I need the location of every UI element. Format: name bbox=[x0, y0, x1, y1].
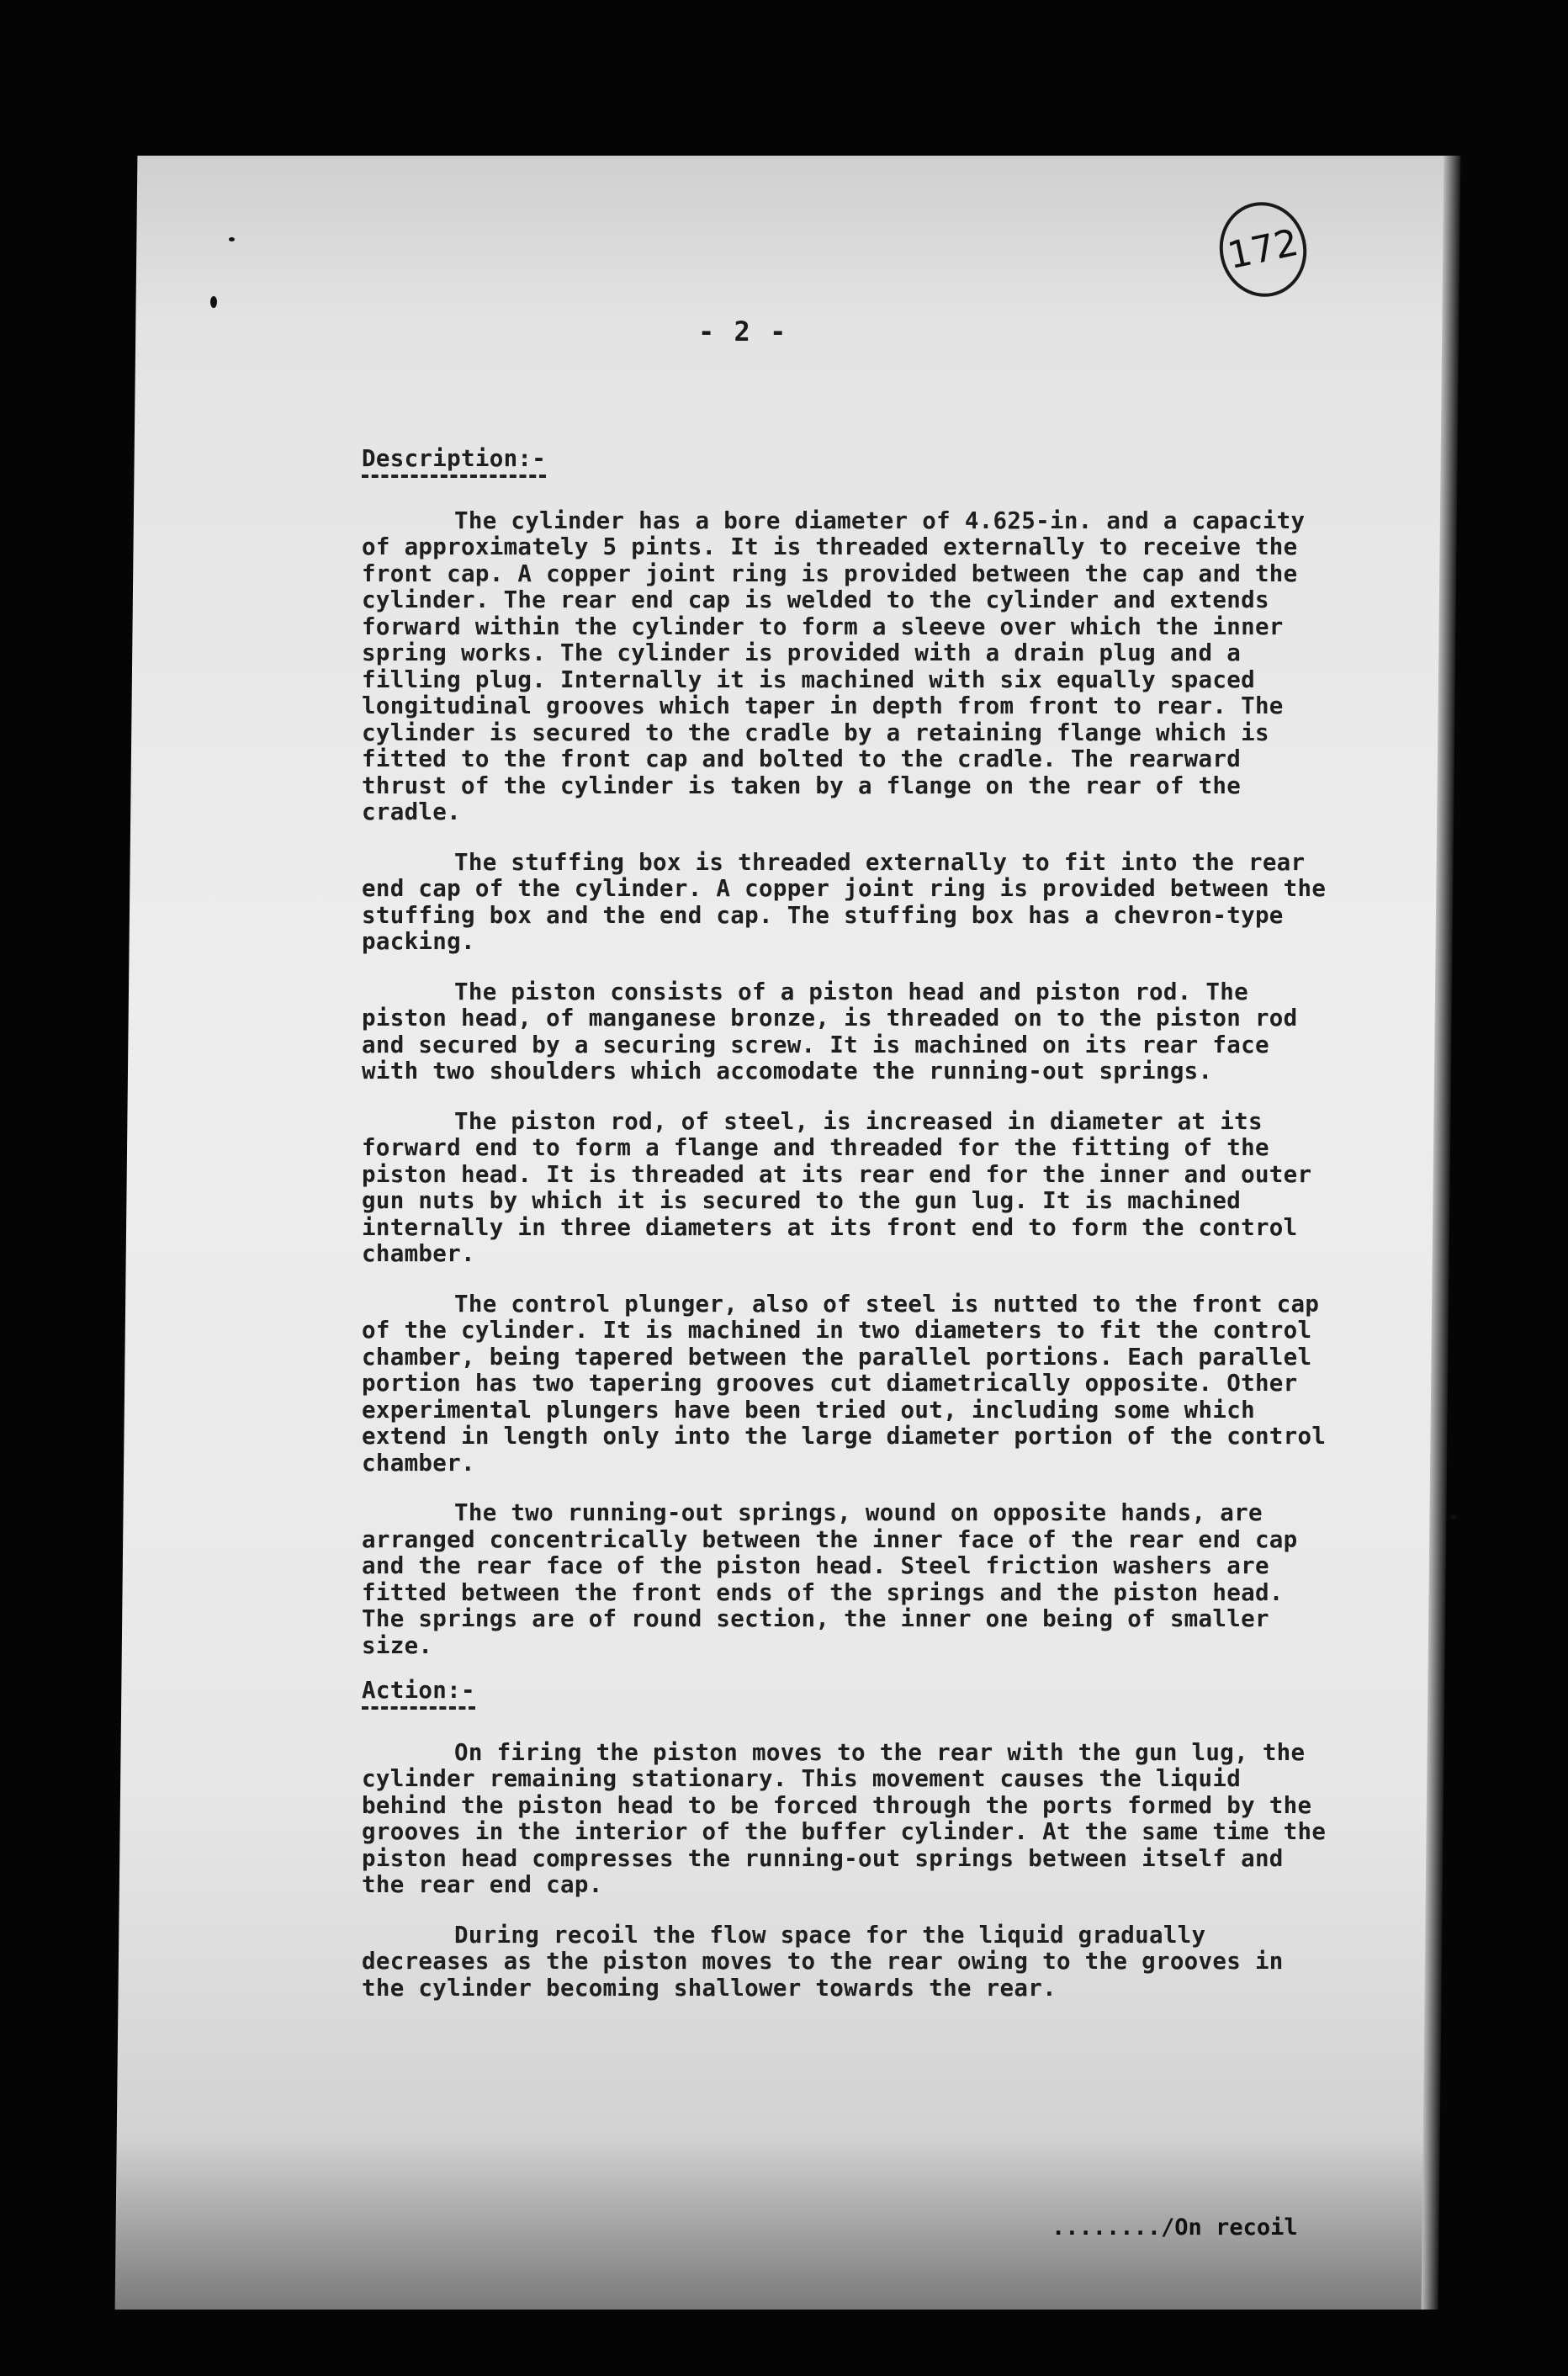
paragraph: The control plunger, also of steel is nutted to the front cap of the cylinder. It is machined in two diameters to fit the control chamber, being tapered between the parallel portions. Each parallel portion has two tapering grooves cut diametrically opposite. Other experimental plungers have been tried out, including some which extend in length only into the large diameter portion of the control chamber. bbox=[362, 1290, 1327, 1477]
paragraph: The piston consists of a piston head and piston rod. The piston head, of manganese bronze, is threaded on to the piston rod and secured by a securing screw. It is machined on its rear face with two shoulders which accomodate the running-out springs. bbox=[362, 978, 1298, 1085]
section-heading: Description:- bbox=[362, 446, 546, 478]
paragraph: During recoil the flow space for the liquid gradually decreases as the piston moves to the rear owing to the grooves in the cylinder becoming shallower towards the rear. bbox=[362, 1921, 1284, 2002]
section-description bbox=[362, 446, 1329, 1659]
paragraph: The stuffing box is threaded externally to fit into the rear end cap of the cylinder. A copper joint ring is provided between the stuffing box and the end cap. The stuffing box has a chevron-type packing. bbox=[362, 848, 1327, 955]
scan-speck bbox=[229, 237, 235, 241]
scan-speck bbox=[1451, 1514, 1456, 1519]
section-heading: Action:- bbox=[362, 1678, 475, 1710]
document-body bbox=[362, 446, 1329, 2025]
paragraph: On firing the piston moves to the rear with the gun lug, the cylinder remaining stationary. This movement causes the liquid behind the piston head to be forced through the ports formed by the grooves in the interior of the buffer cylinder. At the same time the piston head compresses the running-out springs between itself and the rear end cap. bbox=[362, 1738, 1327, 1898]
section-action bbox=[362, 1678, 1329, 2002]
page-edge bbox=[1422, 156, 1461, 2310]
scan-speck bbox=[210, 296, 217, 308]
paragraph: The piston rod, of steel, is increased in diameter at its forward end to form a flange and threaded for the fitting of the piston head. It is threaded at its rear end for the inner and outer gun nuts by which it is secured to the gun lug. It is machined internally in three diameters at its front end to form the control chamber. bbox=[362, 1107, 1312, 1267]
paragraph: The cylinder has a bore diameter of 4.625-in. and a capacity of approximately 5 pints. It is threaded externally to receive the front cap. A copper joint ring is provided between the cap and the cylinder. The rear end cap is welded to the cylinder and extends forward within the cylinder to form a sleeve over which the inner spring works. The cylinder is provided with a drain plug and a filling plug. Internally it is machined with six equally spaced longitudinal grooves which taper in depth from front to rear. The cylinder is secured to the cradle by a retaining flange which is fitted to the front cap and bolted to the cradle. The rearward thrust of the cylinder is taken by a flange on the rear of the cradle. bbox=[362, 506, 1306, 825]
continuation-reference: ......../On recoil bbox=[1052, 2214, 1298, 2241]
page-label: - 2 - bbox=[698, 316, 788, 347]
paragraph: The two running-out springs, wound on opposite hands, are arranged concentrically between the inner face of the rear end cap and the rear face of the piston head. Steel friction washers are fitted between the front ends of the springs and the piston head. The springs are of round section, the inner one being of smaller size. bbox=[362, 1499, 1298, 1659]
archive-number: 172 bbox=[1224, 220, 1302, 278]
